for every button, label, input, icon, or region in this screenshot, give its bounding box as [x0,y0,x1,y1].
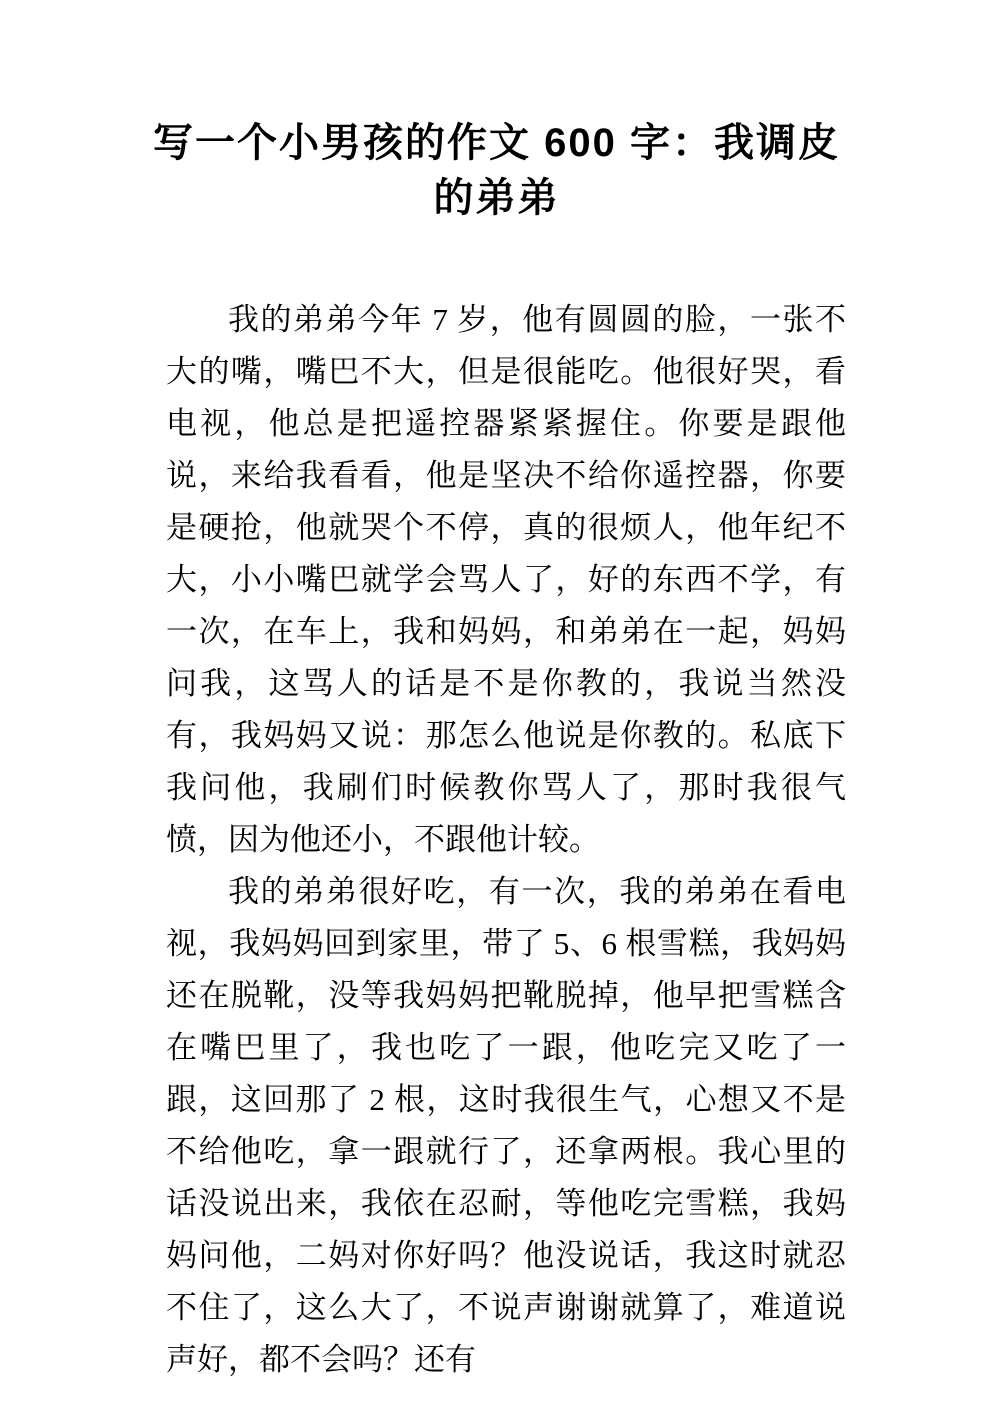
essay-paragraph-2: 我的弟弟很好吃，有一次，我的弟弟在看电视，我妈妈回到家里，带了 5、6 根雪糕，我妈妈还在脱靴，没等我妈妈把靴脱掉，他早把雪糕含在嘴巴里了，我也吃了一跟，他吃完又吃了一跟，这回那了 2 根，这时我很生气，心想又不是不给他吃，拿一跟就行了，还拿两根。我心里的话没说出来，我依在忍耐，等他吃完雪糕，我妈妈问他，二妈对你好吗？他没说话，我这时就忍不住了，这么大了，不说声谢谢就算了，难道说声好，都不会吗？还有 [166,874,846,1377]
page-title: 写一个小男孩的作文 600 字：我调皮的弟弟 [153,121,840,220]
essay-paragraph-1: 我的弟弟今年 7 岁，他有圆圆的脸，一张不大的嘴，嘴巴不大，但是很能吃。他很好哭，看电视，他总是把遥控器紧紧握住。你要是跟他说，来给我看看，他是坚决不给你遥控器，你要是硬抢，他就哭个不停，真的很烦人，他年纪不大，小小嘴巴就学会骂人了，好的东西不学，有一次，在车上，我和妈妈，和弟弟在一起，妈妈问我，这骂人的话是不是你教的，我说当然没有，我妈妈又说：那怎么他说是你教的。私底下我问他，我刷们时候教你骂人了，那时我很气愤，因为他还小，不跟他计较。 [166,302,846,857]
essay-body [166,294,846,1386]
